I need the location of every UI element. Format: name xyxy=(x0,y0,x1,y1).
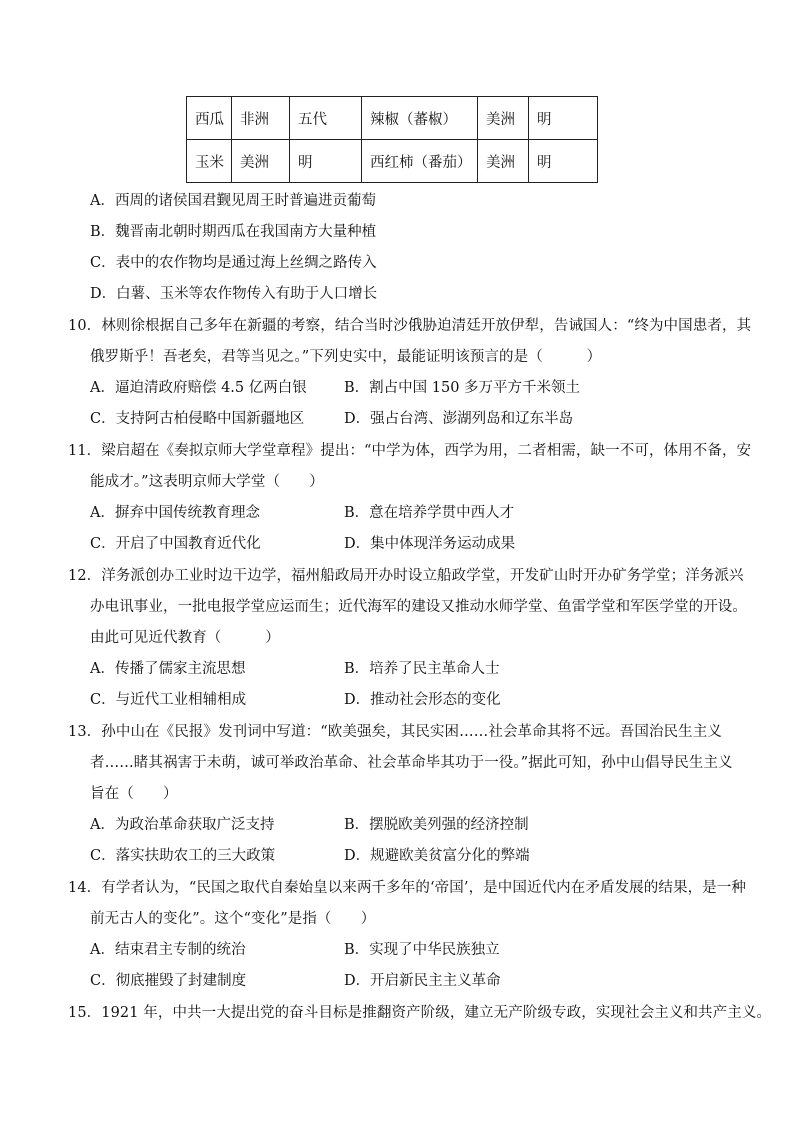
q11-option-d: D．集中体现洋务运动成果 xyxy=(344,536,516,552)
q15-stem-line-1: 15．1921 年，中共一大提出党的奋斗目标是推翻资产阶级，建立无产阶级专政，实现社会主义和共产主义。 xyxy=(68,1005,772,1021)
q14-stem-line-2: 前无古人的变化”。这个“变化”是指（ ） xyxy=(90,911,376,927)
q13-stem-line-3: 旨在（ ） xyxy=(90,786,178,802)
q10-option-c: C．支持阿古柏侵略中国新疆地区 xyxy=(90,411,305,427)
q14-option-b: B．实现了中华民族独立 xyxy=(344,942,500,958)
q13-option-c: C．落实扶助农工的三大政策 xyxy=(90,848,276,864)
table-cell: 西红柿（番茄） xyxy=(362,140,478,183)
table-cell: 明 xyxy=(529,97,598,140)
table-cell: 西瓜 xyxy=(187,97,232,140)
q13-stem-line-1: 13．孙中山在《民报》发刊词中写道：“欧美强矣，其民实困……社会革命其将不远。吾国治民生主义 xyxy=(68,724,722,740)
table-cell: 非洲 xyxy=(232,97,290,140)
q9-option-a: A．西周的诸侯国君觐见周王时普遍进贡葡萄 xyxy=(90,193,376,209)
q14-option-a: A．结束君主专制的统治 xyxy=(90,942,246,958)
q12-stem-line-2: 办电讯事业，一批电报学堂应运而生；近代海军的建设又推动水师学堂、鱼雷学堂和军医学堂的开设。 xyxy=(90,599,747,615)
q12-option-a: A．传播了儒家主流思想 xyxy=(90,661,246,677)
table-row xyxy=(187,140,598,183)
q11-option-c: C．开启了中国教育近代化 xyxy=(90,536,261,552)
q10-stem-line-1: 10．林则徐根据自己多年在新疆的考察，结合当时沙俄胁迫清廷开放伊犁，告诫国人：“终为中国患者，其 xyxy=(68,318,752,334)
q12-option-d: D．推动社会形态的变化 xyxy=(344,692,501,708)
table-cell: 五代 xyxy=(290,97,362,140)
q13-stem-line-2: 者……睹其祸害于未萌，诚可举政治革命、社会革命毕其功于一役。”据此可知，孙中山倡导民生主义 xyxy=(90,755,733,771)
q11-option-a: A．摒弃中国传统教育理念 xyxy=(90,505,260,521)
q9-option-b: B．魏晋南北朝时期西瓜在我国南方大量种植 xyxy=(90,224,377,240)
q13-option-a: A．为政治革命获取广泛支持 xyxy=(90,817,275,833)
q14-option-c: C．彻底摧毁了封建制度 xyxy=(90,973,247,989)
q11-option-b: B．意在培养学贯中西人才 xyxy=(344,505,515,521)
q13-option-d: D．规避欧美贫富分化的弊端 xyxy=(344,848,530,864)
q14-option-d: D．开启新民主主义革命 xyxy=(344,973,501,989)
table-cell: 玉米 xyxy=(187,140,232,183)
table-row xyxy=(187,97,598,140)
table-cell: 美洲 xyxy=(232,140,290,183)
q13-option-b: B．摆脱欧美列强的经济控制 xyxy=(344,817,529,833)
q10-option-a: A．逼迫清政府赔偿 4.5 亿两白银 xyxy=(90,380,307,396)
q12-stem-line-1: 12．洋务派创办工业时边干边学，福州船政局开办时设立船政学堂，开发矿山时开办矿务学堂；洋务派兴 xyxy=(68,568,744,584)
q10-option-b: B．割占中国 150 多万平方千米领土 xyxy=(344,380,581,396)
table-cell: 美洲 xyxy=(478,140,529,183)
table-cell: 辣椒（蕃椒） xyxy=(362,97,478,140)
table-cell: 明 xyxy=(529,140,598,183)
table-cell: 美洲 xyxy=(478,97,529,140)
q14-stem-line-1: 14．有学者认为，“民国之取代自秦始皇以来两千多年的‘帝国’，是中国近代内在矛盾发展的结果，是一种 xyxy=(68,880,746,896)
q9-option-d: D．白薯、玉米等农作物传入有助于人口增长 xyxy=(90,286,378,302)
crop-origin-table xyxy=(186,96,598,183)
q10-option-d: D．强占台湾、澎湖列岛和辽东半岛 xyxy=(344,411,574,427)
q9-option-c: C．表中的农作物均是通过海上丝绸之路传入 xyxy=(90,255,377,271)
q11-stem-line-2: 能成才。”这表明京师大学堂（ ） xyxy=(90,474,324,490)
table-cell: 明 xyxy=(290,140,362,183)
q11-stem-line-1: 11．梁启超在《奏拟京师大学堂章程》提出：“中学为体，西学为用，二者相需，缺一不可，体用不备，安 xyxy=(68,443,752,459)
q12-option-c: C．与近代工业相辅相成 xyxy=(90,692,247,708)
q12-option-b: B．培养了民主革命人士 xyxy=(344,661,500,677)
q12-stem-line-3: 由此可见近代教育（ ） xyxy=(90,630,280,646)
q10-stem-line-2: 俄罗斯乎！吾老矣，君等当见之。”下列史实中，最能证明该预言的是（ ） xyxy=(90,349,602,365)
